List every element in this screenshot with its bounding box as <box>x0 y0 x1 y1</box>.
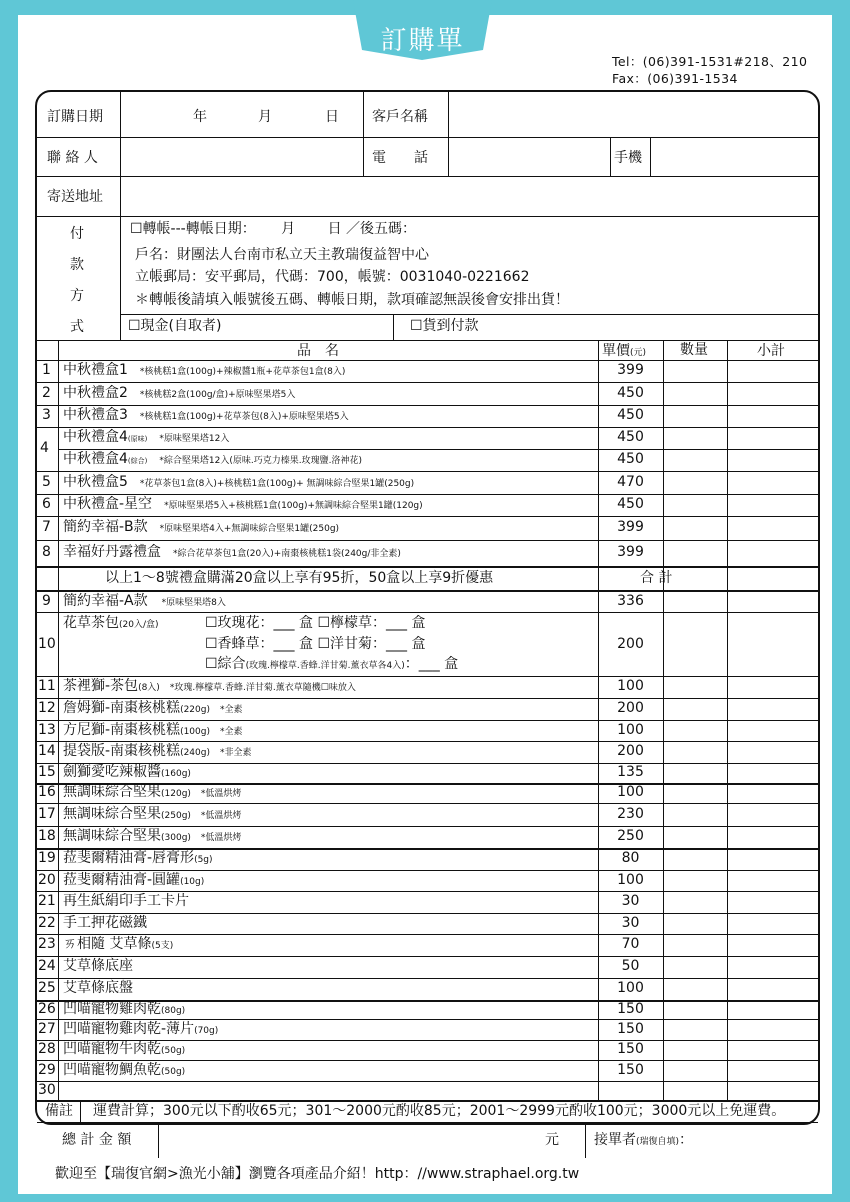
item-price: 100 <box>617 784 644 800</box>
item-row-26 <box>63 1002 185 1016</box>
customer-name-input[interactable] <box>450 94 816 135</box>
order-form <box>35 90 820 1148</box>
item-note: (240g) <box>180 748 210 758</box>
price-header-cell <box>602 344 646 358</box>
contact-person-label: 聯 絡 人 <box>47 150 98 166</box>
item-price: 100 <box>617 980 644 996</box>
info-col-divider <box>448 92 449 176</box>
payment-label-char: 付 <box>70 226 84 242</box>
item-name: 艾草條底盤 <box>63 980 133 996</box>
item-row-divider <box>37 405 818 406</box>
row-number: 26 <box>38 1000 56 1017</box>
row-number: 15 <box>38 764 56 780</box>
item-row-3 <box>63 408 349 422</box>
contact-person-input[interactable] <box>122 139 361 174</box>
item-name: 中秋禮盒-星空 <box>63 496 153 512</box>
cod-option[interactable]: ☐貨到付款 <box>410 318 479 334</box>
item-row-divider <box>37 540 818 541</box>
item-price: 450 <box>617 496 644 512</box>
item-price: 450 <box>617 429 644 445</box>
payment-divider <box>120 314 818 315</box>
item-row-5 <box>63 475 414 489</box>
item-note: (10g) <box>180 876 205 887</box>
item-name: 方尼獅-南棗核桃糕 <box>63 721 181 738</box>
item-row-15 <box>63 765 191 779</box>
item-price: 135 <box>617 764 644 780</box>
item-note: (50g) <box>161 1066 186 1077</box>
item-row-divider <box>58 449 818 450</box>
tea-mix-desc: (玫瑰.檸檬草.香蜂.洋甘菊.薰衣草各4入) <box>245 661 405 671</box>
item-price: 450 <box>617 384 644 401</box>
total-col-line <box>585 1122 586 1158</box>
item-desc: *非全素 <box>219 748 252 758</box>
item-name: 無調味綜合堅果 <box>63 828 161 844</box>
item-row-17 <box>63 807 241 821</box>
item-desc: *花草茶包1盒(8入)+核桃糕1盒(100g)+ 無調味綜合堅果1罐(250g) <box>139 478 415 489</box>
item-price: 50 <box>621 958 640 974</box>
payment-label-char: 式 <box>70 319 84 335</box>
row-number: 22 <box>38 914 56 931</box>
row-number: 18 <box>38 828 56 844</box>
item-note: (250g) <box>161 810 191 821</box>
row-number: 19 <box>38 850 56 866</box>
item-note: (160g) <box>161 769 191 779</box>
order-date-label: 訂購日期 <box>47 109 103 125</box>
item-note: (80g) <box>161 1005 186 1016</box>
item-row-divider <box>37 612 818 613</box>
item-row-9 <box>63 594 226 608</box>
item-row-divider <box>37 803 818 804</box>
item-row-22 <box>63 916 147 930</box>
section-divider <box>37 340 818 341</box>
row-number: 10 <box>38 636 56 652</box>
item-price: 450 <box>617 451 644 467</box>
year-label: 年 <box>193 109 207 125</box>
item-header: 品 名 <box>297 343 339 359</box>
item-row-25 <box>63 981 133 995</box>
item-price: 450 <box>617 407 644 423</box>
item-note: (120g) <box>161 789 191 799</box>
item-name: ㄞ相隨 艾草條 <box>63 936 152 952</box>
payment-label-char: 方 <box>70 288 84 304</box>
item-row-8 <box>63 545 401 559</box>
item-price: 230 <box>617 805 644 822</box>
item-name: 花草茶包 <box>63 615 119 631</box>
item-row-24 <box>63 959 133 973</box>
item-row-18 <box>63 829 241 843</box>
row-number: 1 <box>42 362 51 378</box>
row-number: 23 <box>38 936 56 952</box>
item-name: 凹喵寵物鯛魚乾 <box>63 1061 161 1078</box>
item-name: 凹喵寵物雞肉乾-薄片 <box>63 1020 195 1037</box>
order-taker-note: (瑞復自填) <box>636 1137 680 1147</box>
row-number: 8 <box>42 544 51 560</box>
item-row-20 <box>63 873 204 887</box>
address-label: 寄送地址 <box>47 189 103 205</box>
info-col-divider <box>120 92 121 340</box>
item-row-divider <box>37 494 818 495</box>
item-row-divider <box>37 698 818 699</box>
qty-header: 數量 <box>680 342 708 358</box>
item-desc: *全素 <box>219 726 243 737</box>
mobile-label: 手機 <box>614 150 642 166</box>
price-unit: (元) <box>630 348 647 358</box>
item-note: (20入/盒) <box>119 620 159 630</box>
subtotal-header: 小計 <box>757 343 785 359</box>
row-number: 20 <box>38 871 56 888</box>
item-row-13 <box>63 723 243 737</box>
item-price: 150 <box>617 1061 644 1078</box>
payment-label-char: 款 <box>70 257 84 273</box>
item-desc: *原味堅果塔5入+核桃糕1盒(100g)+無調味綜合堅果1罐(120g) <box>164 501 423 511</box>
item-price: 150 <box>617 1000 644 1017</box>
item-price: 399 <box>617 362 644 378</box>
item-desc: *綜合堅果塔12入(原味.巧克力榛果.玫瑰鹽.洛神花) <box>159 456 362 466</box>
tea-mix-qty: ：___ 盒 <box>404 656 459 672</box>
row-number: 12 <box>38 700 56 716</box>
item-row-7 <box>63 520 339 534</box>
qty-col-line <box>663 340 664 1100</box>
item-row-12 <box>63 701 243 715</box>
total-divider <box>37 1122 818 1123</box>
row-number: 30 <box>38 1081 56 1098</box>
item-name: 再生紙絹印手工卡片 <box>63 893 189 909</box>
phone-label: 電 話 <box>372 150 428 166</box>
tea-mix-label: ☐綜合 <box>205 656 246 672</box>
transfer-option[interactable]: ☐轉帳---轉帳日期： 月 日 ／後五碼： <box>130 221 417 237</box>
row-number: 2 <box>42 384 51 401</box>
item-desc: *低溫烘烤 <box>200 789 242 799</box>
item-desc: *原味堅果塔12入 <box>159 434 230 444</box>
item-row-divider <box>37 427 818 428</box>
row-number: 13 <box>38 721 56 738</box>
item-desc: *低溫烘烤 <box>200 833 242 843</box>
item-note: (綜合) <box>127 457 148 465</box>
row-number: 14 <box>38 743 56 759</box>
item-row-divider <box>37 913 818 914</box>
item-row-6 <box>63 497 423 511</box>
row-number: 27 <box>38 1020 56 1037</box>
info-divider <box>37 176 818 177</box>
item-price: 470 <box>617 473 644 490</box>
row-number: 5 <box>42 473 51 490</box>
item-name: 簡約幸福-B款 <box>63 519 148 535</box>
post-office-text: 立帳郵局：安平郵局，代碼：700，帳號：0031040-0221662 <box>135 269 530 285</box>
item-name: 劍獅愛吃辣椒醬 <box>63 764 161 780</box>
item-price: 200 <box>617 700 644 716</box>
item-row-11 <box>63 679 356 693</box>
item-name: 凹喵寵物牛肉乾 <box>63 1041 161 1057</box>
footer-text: 歡迎至【瑞復官網>漁光小舖】瀏覽各項產品介紹！http：//www.straphael.org.tw <box>55 1166 580 1182</box>
account-name-text: 戶名：財團法人台南市私立天主教瑞復益智中心 <box>135 247 429 263</box>
row-number: 7 <box>42 519 51 535</box>
item-name: 手工押花磁鐵 <box>63 914 147 931</box>
item-name: 中秋禮盒1 <box>63 362 128 378</box>
item-note: (50g) <box>161 1046 186 1056</box>
tea-option-line3 <box>205 657 458 671</box>
remarks-text: 運費計算；300元以下酌收65元；301～2000元酌收85元；2001～2999元酌收100元；3000元以上免運費。 <box>93 1103 786 1119</box>
item-row-divider <box>37 956 818 957</box>
item-row-divider <box>37 382 818 383</box>
item-row-2 <box>63 386 295 400</box>
item-row-divider <box>37 516 818 517</box>
item-desc: *玫瑰.檸檬草.香蜂.洋甘菊.薰衣草隨機☐味放入 <box>169 683 356 693</box>
item-row-divider <box>37 741 818 742</box>
item-note: (5支) <box>151 941 174 951</box>
promo-total-label: 合 計 <box>640 570 673 586</box>
item-price: 399 <box>617 544 644 560</box>
item-price: 150 <box>617 1020 644 1037</box>
item-name: 詹姆獅-南棗核桃糕 <box>63 700 181 716</box>
info-col-divider <box>650 137 651 176</box>
item-row-4 <box>63 430 229 444</box>
item-row-27 <box>63 1022 218 1036</box>
fax-text: Fax：(06)391-1534 <box>612 71 738 86</box>
item-price: 336 <box>617 593 644 609</box>
page-title: 訂購單 <box>380 26 465 56</box>
row-number: 21 <box>38 893 56 909</box>
item-price: 150 <box>617 1041 644 1057</box>
item-note: (8入) <box>138 683 160 693</box>
item-row-1 <box>63 363 345 377</box>
item-row-10 <box>63 616 159 630</box>
info-divider <box>37 216 818 217</box>
promo-divider <box>37 566 818 568</box>
promo-text: 以上1～8號禮盒購滿20盒以上享有95折，50盒以上享9折優惠 <box>105 570 494 586</box>
item-row-19 <box>63 851 213 865</box>
item-row-divider <box>37 891 818 892</box>
payment-note-text: ＊轉帳後請填入帳號後五碼、轉帳日期，款項確認無誤後會安排出貨！ <box>135 292 569 308</box>
tea-option-line2: ☐香蜂草：___ 盒 ☐洋甘菊：___ 盒 <box>205 636 426 652</box>
promo-divider-bottom <box>37 590 818 592</box>
item-price: 250 <box>617 828 644 844</box>
item-row-divider <box>37 978 818 979</box>
contact-info <box>612 53 807 87</box>
item-note: (100g) <box>180 726 210 737</box>
order-taker-label: 接單者 <box>594 1132 636 1148</box>
item-name: 菈斐爾精油膏-唇膏形 <box>63 850 195 866</box>
item-note: (5g) <box>194 855 213 865</box>
customer-name-label: 客戶名稱 <box>372 109 428 125</box>
grand-total-label: 總 計 金 額 <box>62 1132 132 1148</box>
item-desc: *全素 <box>219 705 243 715</box>
order-taker-colon: ： <box>679 1132 694 1148</box>
item-row-21 <box>63 894 189 908</box>
month-label: 月 <box>258 109 272 125</box>
row-number: 28 <box>38 1041 56 1057</box>
item-name: 無調味綜合堅果 <box>63 805 161 822</box>
item-price: 30 <box>621 914 640 931</box>
item-name: 菈斐爾精油膏-圓罐 <box>63 871 181 888</box>
row-number: 24 <box>38 958 56 974</box>
item-row-16 <box>63 785 241 799</box>
order-taker <box>594 1133 693 1147</box>
row-number: 11 <box>38 678 56 694</box>
item-row-divider <box>37 1081 818 1082</box>
item-price: 100 <box>617 678 644 694</box>
item-desc: *綜合花草茶包1盒(20入)+南棗核桃糕1袋(240g/非全素) <box>173 549 401 559</box>
number-col-line <box>58 340 59 1100</box>
item-price: 100 <box>617 721 644 738</box>
item-name: 提袋版-南棗核桃糕 <box>63 743 181 759</box>
item-desc: *原味堅果塔4入+無調味綜合堅果1罐(250g) <box>159 524 340 534</box>
item-row-divider <box>37 934 818 935</box>
remarks-col-line <box>80 1100 81 1122</box>
day-label: 日 <box>325 109 339 125</box>
item-desc: *核桃糕1盒(100g)+辣椒醬1瓶+花草茶包1盒(8入) <box>139 367 346 377</box>
item-price: 399 <box>617 519 644 535</box>
item-name: 茶裡獅-茶包 <box>63 678 139 694</box>
item-note: (220g) <box>180 705 210 715</box>
item-desc: *原味堅果塔8入 <box>161 598 226 608</box>
item-name: 艾草條底座 <box>63 958 133 974</box>
tel-text: Tel：(06)391-1531#218、210 <box>612 54 808 69</box>
remarks-label: 備註 <box>45 1103 73 1119</box>
price-col-line <box>598 340 599 1100</box>
item-price: 200 <box>617 636 644 652</box>
row-number: 3 <box>42 407 51 423</box>
row-number: 6 <box>42 496 51 512</box>
table-header-divider <box>37 360 818 361</box>
item-name: 無調味綜合堅果 <box>63 784 161 800</box>
item-desc: *核桃糕1盒(100g)+花草茶包(8入)+原味堅果塔5入 <box>139 412 349 422</box>
item-row-28 <box>63 1042 185 1056</box>
tea-option-line1: ☐玫瑰花：___ 盒 ☐檸檬草：___ 盒 <box>205 615 426 631</box>
row-number: 16 <box>38 784 56 800</box>
item-price: 200 <box>617 743 644 759</box>
item-name: 中秋禮盒3 <box>63 407 128 423</box>
cash-option[interactable]: ☐現金(自取者) <box>128 318 222 334</box>
price-header: 單價 <box>602 343 630 359</box>
item-note: (300g) <box>161 833 191 843</box>
row-number: 29 <box>38 1061 56 1078</box>
item-row-divider <box>37 826 818 827</box>
item-row-divider <box>37 676 818 677</box>
info-col-divider <box>610 137 611 176</box>
item-name: 中秋禮盒2 <box>63 384 128 401</box>
total-col-line <box>158 1122 159 1158</box>
item-name: 中秋禮盒4 <box>63 451 128 467</box>
phone-input[interactable] <box>450 139 608 174</box>
item-name: 簡約幸福-A款 <box>63 593 148 609</box>
item-row-29 <box>63 1063 185 1077</box>
mobile-input[interactable] <box>652 139 816 174</box>
item-name: 幸福好丹露禮盒 <box>63 544 161 560</box>
row-number: 9 <box>42 593 51 609</box>
item-row-4b <box>63 452 362 466</box>
item-note: (原味) <box>127 435 148 443</box>
item-row-23 <box>63 937 173 951</box>
item-name: 凹喵寵物雞肉乾 <box>63 1000 161 1017</box>
remarks-divider <box>37 1100 818 1102</box>
item-desc: *低溫烘烤 <box>200 810 242 821</box>
info-col-divider <box>363 92 364 176</box>
item-row-divider <box>37 471 818 472</box>
payment-col-divider <box>393 314 394 340</box>
item-row-14 <box>63 744 252 758</box>
item-name: 中秋禮盒5 <box>63 473 128 490</box>
item-price: 80 <box>621 850 640 866</box>
item-price: 100 <box>617 871 644 888</box>
subtotal-col-line <box>727 340 728 1100</box>
item-note: (70g) <box>194 1025 219 1036</box>
item-name: 中秋禮盒4 <box>63 429 128 445</box>
address-input[interactable] <box>122 178 816 214</box>
item-desc: *核桃糕2盒(100g/盒)+原味堅果塔5入 <box>139 389 296 400</box>
row-number: 17 <box>38 805 56 822</box>
item-price: 70 <box>621 936 640 952</box>
row-number: 25 <box>38 980 56 996</box>
grand-total-unit: 元 <box>545 1132 559 1148</box>
item-price: 30 <box>621 893 640 909</box>
row-number: 4 <box>40 440 49 456</box>
